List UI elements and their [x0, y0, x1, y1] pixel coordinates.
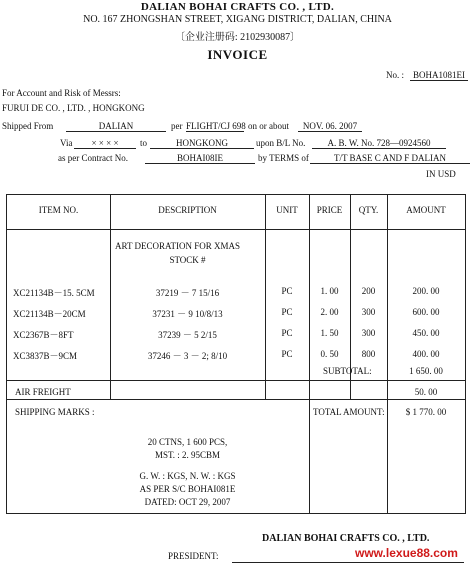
shipping-date: NOV. 06. 2007 — [298, 121, 362, 132]
table-row-unit: PC — [281, 349, 293, 359]
shipping-marks-line: DATED: OCT 29, 2007 — [144, 497, 231, 507]
table-row-qty: 300 — [361, 328, 376, 338]
table-row-item: XC21134B－20CM — [13, 309, 86, 319]
bl-value: A. B. W. No. 728—0924560 — [312, 138, 446, 149]
subtotal-value: 1 650. 00 — [409, 366, 443, 376]
table-row-price: 1. 50 — [320, 328, 339, 338]
shipping-marks-line: AS PER S/C BOHAI081E — [139, 484, 236, 494]
description-subtitle: STOCK # — [169, 255, 206, 265]
table-row-qty: 200 — [361, 286, 376, 296]
subtotal-label: SUBTOTAL: — [323, 366, 372, 376]
total-amount-value: $ 1 770. 00 — [405, 407, 447, 417]
document-title: INVOICE — [207, 47, 268, 62]
to-value: HONGKONG — [150, 138, 254, 149]
contract-label: as per Contract No. — [58, 153, 128, 163]
terms-value: T/T BASE C AND F DALIAN — [310, 153, 470, 164]
via-value: × × × × — [74, 138, 136, 149]
company-address: NO. 167 ZHONGSHAN STREET, XIGANG DISTRICT, DALIAN, CHINA — [83, 14, 392, 25]
table-row-unit: PC — [281, 328, 293, 338]
col-header-description: DESCRIPTION — [158, 205, 217, 215]
table-row-price: 0. 50 — [320, 349, 339, 359]
col-header-qty: QTY. — [358, 205, 379, 215]
table-row-price: 1. 00 — [320, 286, 339, 296]
col-header-item: ITEM NO. — [38, 205, 79, 215]
table-row-desc: 37246 － 3 － 2; 8/10 — [147, 351, 228, 361]
air-freight-value: 50. 00 — [414, 387, 438, 397]
shipping-marks-line: 20 CTNS, 1 600 PCS, — [147, 437, 228, 447]
account-label: For Account and Risk of Messrs: — [2, 88, 121, 98]
table-row-desc: 37231 － 9 10/8/13 — [152, 309, 223, 319]
table-row-desc: 37239 － 5 2/15 — [158, 330, 217, 340]
table-row-item: XC3837B－9CM — [13, 351, 78, 361]
col-header-amount: AMOUNT — [406, 205, 446, 215]
col-header-price: PRICE — [316, 205, 343, 215]
to-label: to — [140, 138, 148, 148]
shipped-from-value: DALIAN — [66, 121, 166, 132]
table-row-amount: 600. 00 — [412, 307, 440, 317]
flight-value: FLIGHT/CJ 698 — [186, 121, 246, 131]
table-row-item: XC21134B－15. 5CM — [13, 288, 95, 298]
table-row-unit: PC — [281, 286, 293, 296]
via-label: Via — [60, 138, 73, 148]
table-row-amount: 450. 00 — [412, 328, 440, 338]
table-row-qty: 300 — [361, 307, 376, 317]
registration-code: 〔企业注册码: 2102930087〕 — [174, 32, 301, 43]
total-amount-label: TOTAL AMOUNT: — [313, 407, 385, 417]
table-row-amount: 200. 00 — [412, 286, 440, 296]
per-label: per — [171, 121, 183, 131]
currency-note: IN USD — [426, 169, 456, 179]
table-row-desc: 37219 － 7 15/16 — [155, 288, 220, 298]
terms-label: by TERMS of — [258, 153, 309, 163]
invoice-no-value: BOHA1081EI — [410, 70, 468, 81]
invoice-table — [6, 194, 466, 514]
table-row-item: XC2367B－8FT — [13, 330, 74, 340]
table-row-price: 2. 00 — [320, 307, 339, 317]
table-row-unit: PC — [281, 307, 293, 317]
table-row-amount: 400. 00 — [412, 349, 440, 359]
footer-company: DALIAN BOHAI CRAFTS CO. , LTD. — [262, 533, 430, 544]
president-signature-line — [232, 562, 464, 563]
buyer-name: FURUI DE CO. , LTD. , HONGKONG — [2, 103, 145, 113]
about-label: on or about — [248, 121, 289, 131]
shipped-from-label: Shipped From — [2, 121, 54, 131]
col-header-unit: UNIT — [276, 205, 298, 215]
shipping-marks-line: MST. : 2. 95CBM — [154, 450, 221, 460]
description-title: ART DECORATION FOR XMAS — [115, 241, 241, 251]
president-label: PRESIDENT: — [168, 551, 219, 561]
company-name: DALIAN BOHAI CRAFTS CO. , LTD. — [140, 1, 335, 13]
air-freight-label: AIR FREIGHT — [15, 387, 71, 397]
watermark-text: www.lexue88.com — [355, 546, 458, 560]
bl-label: upon B/L No. — [256, 138, 306, 148]
table-row-qty: 800 — [361, 349, 376, 359]
contract-value: BOHAI08IE — [145, 153, 255, 164]
invoice-no-label: No. : — [386, 70, 404, 80]
shipping-marks-line: G. W. : KGS, N. W. : KGS — [139, 471, 236, 481]
shipping-marks-label: SHIPPING MARKS : — [15, 407, 95, 417]
